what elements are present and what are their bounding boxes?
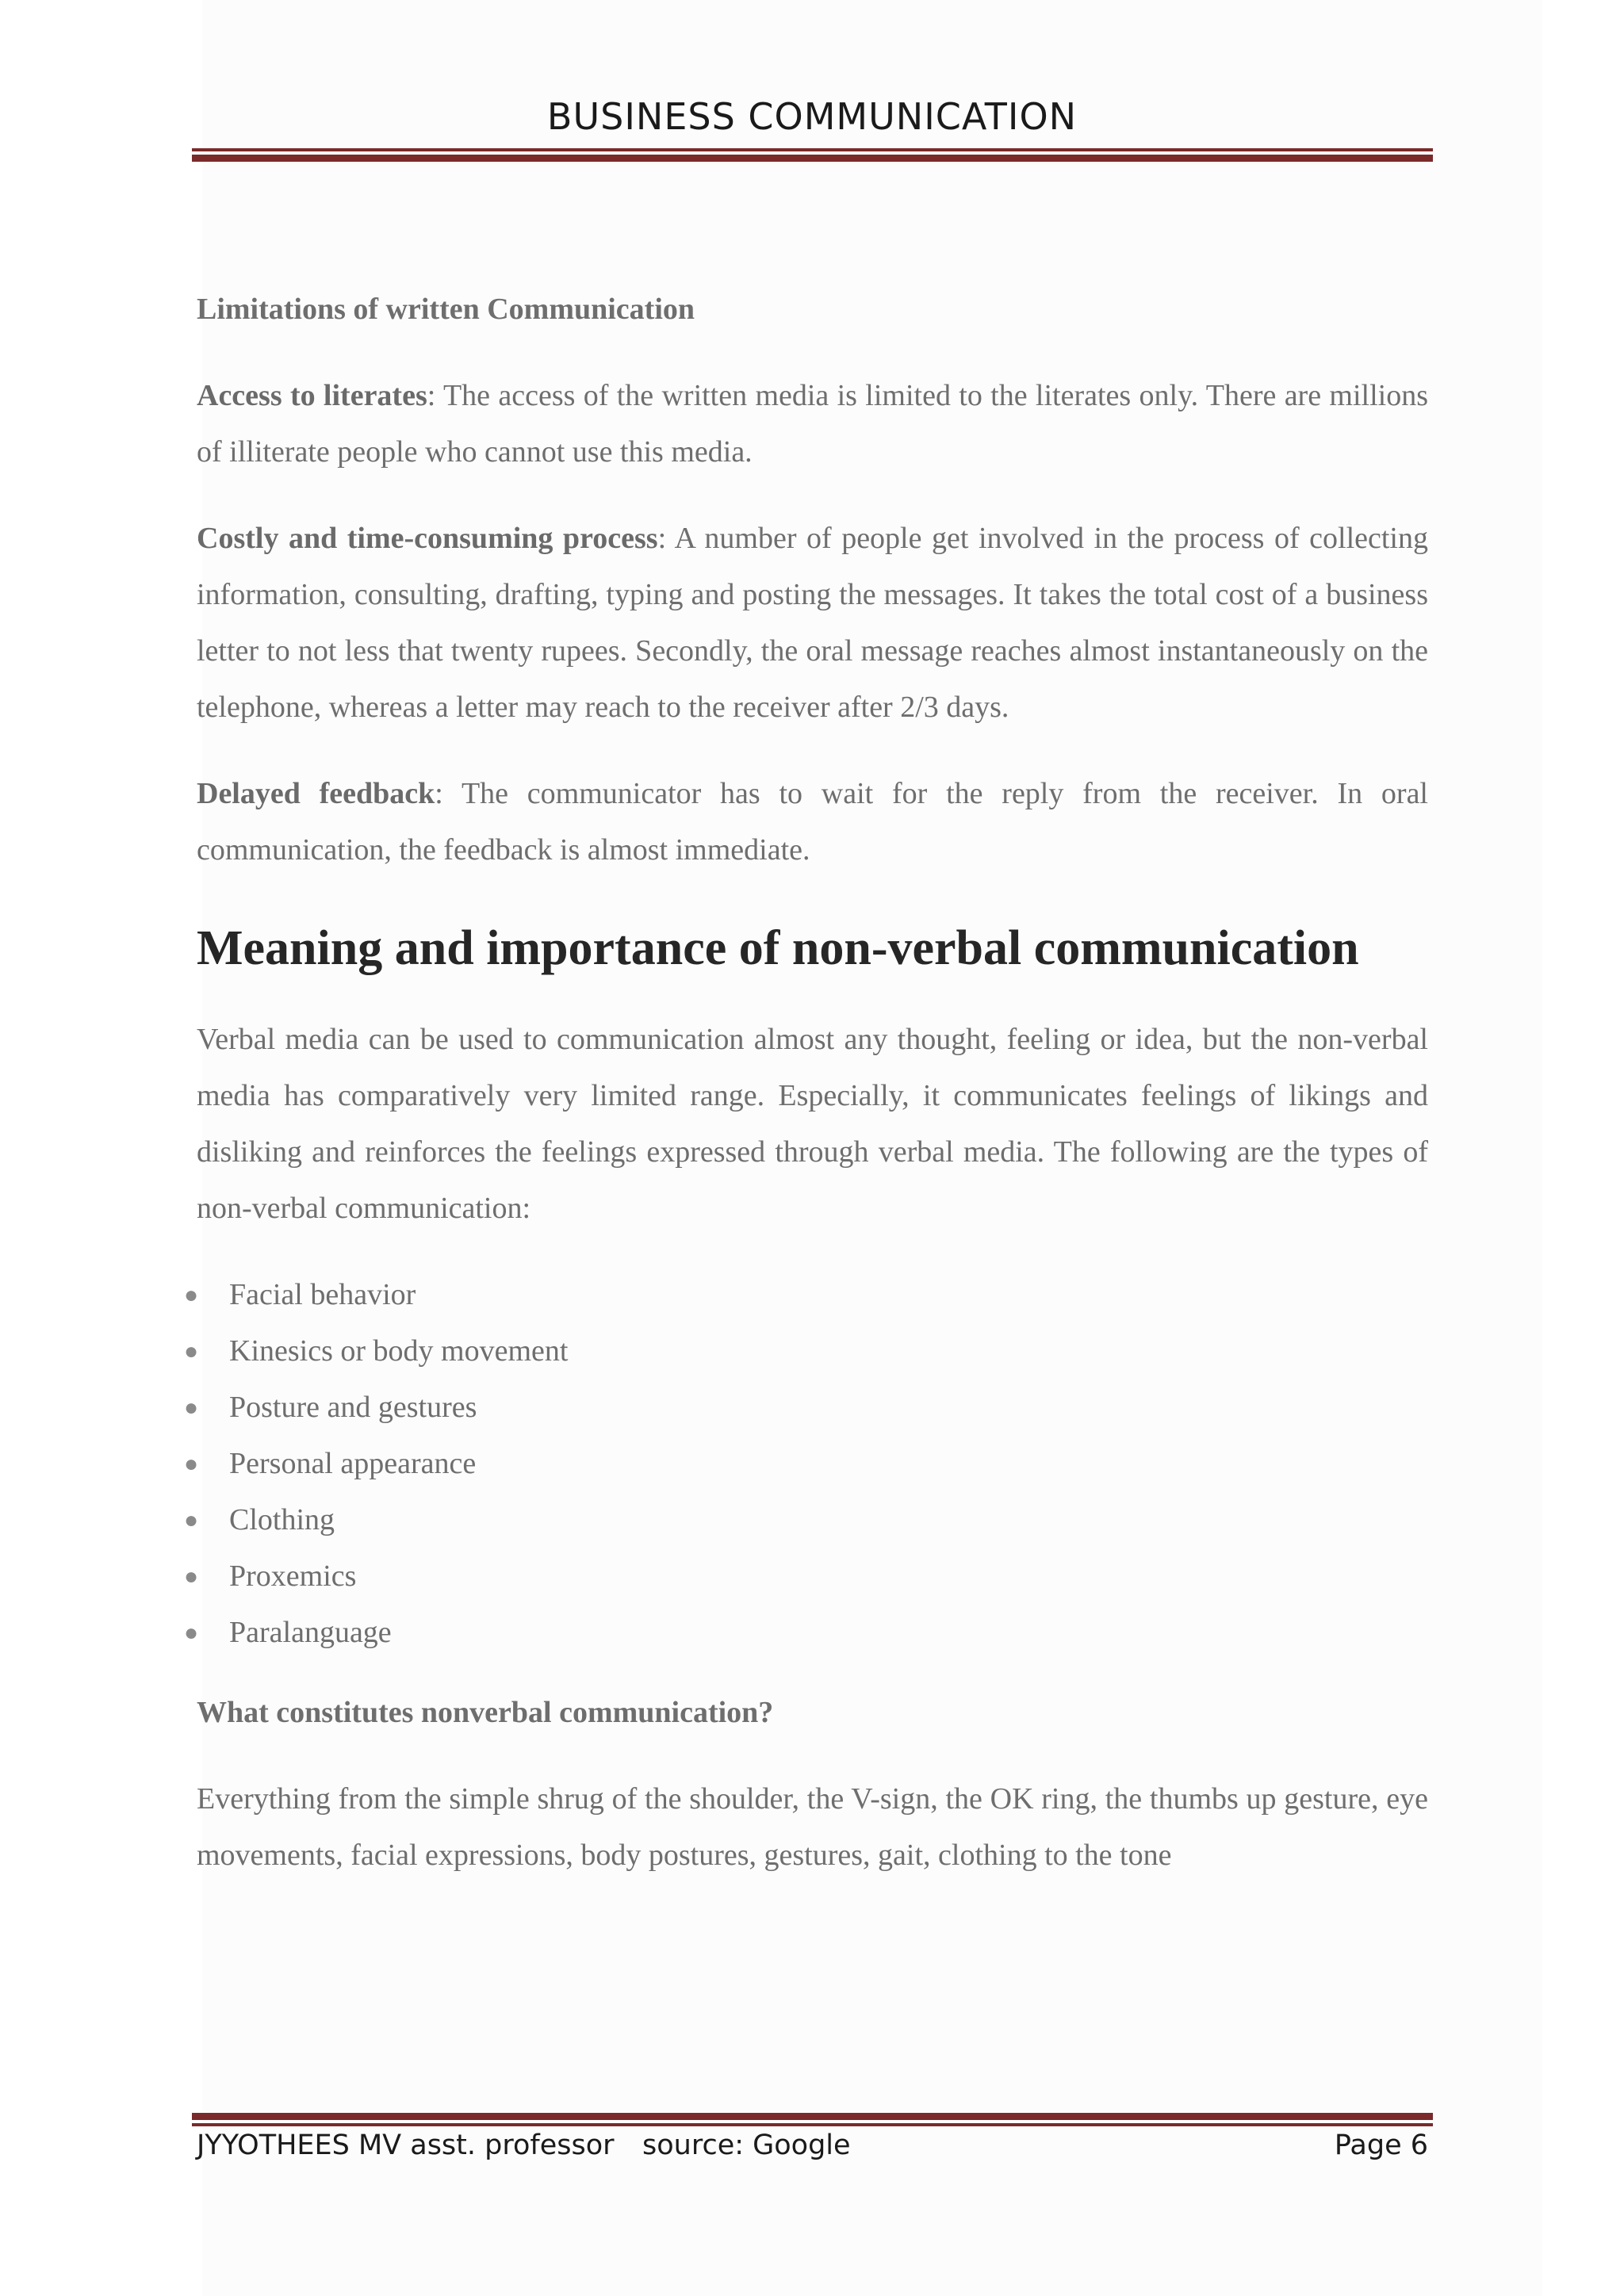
header-rule-thick bbox=[192, 155, 1433, 162]
list-item: ● Personal appearance bbox=[197, 1436, 1428, 1492]
nonverbal-intro: Verbal media can be used to communication almost any thought, feeling or idea, but the non-verbal media has comparatively very limited range. Especially, it communicates feelings of likings and disliking and reinforces the feelings expressed through verbal media. The following are the types of non-verbal communication: bbox=[197, 1023, 1428, 1225]
paragraph-costly bbox=[197, 511, 1428, 736]
bullet-icon: ● bbox=[184, 1338, 199, 1364]
term-costly: Costly and time-consuming process bbox=[197, 522, 658, 555]
header-title: BUSINESS COMMUNICATION bbox=[546, 95, 1078, 138]
footer-source: source: Google bbox=[642, 2130, 851, 2161]
bullet-icon: ● bbox=[184, 1563, 199, 1590]
text-costly: : A number of people get involved in the process of collecting information, consulting, drafting, typing and posting the messages. It takes the total cost of a business letter to not less that twenty rupees. Secondly, the oral message reaches almost instantaneously on the telephone, whereas a letter may reach to the receiver after 2/3 days. bbox=[197, 522, 1428, 724]
term-access: Access to literates bbox=[197, 379, 427, 412]
list-item: ● Proxemics bbox=[197, 1548, 1428, 1605]
nonverbal-heading: Meaning and importance of non-verbal communication bbox=[197, 921, 1359, 975]
bullet-icon: ● bbox=[184, 1507, 199, 1533]
bullet-icon: ● bbox=[184, 1395, 199, 1421]
text-access: : The access of the written media is limited to the literates only. There are millions of illiterate people who cannot use this media. bbox=[197, 379, 1428, 469]
limitations-heading: Limitations of written Communication bbox=[197, 293, 695, 326]
term-delayed: Delayed feedback bbox=[197, 777, 435, 810]
page-content bbox=[184, 281, 1428, 1914]
list-item: ● Posture and gestures bbox=[197, 1380, 1428, 1436]
text-delayed: : The communicator has to wait for the reply from the receiver. In oral communication, the feedback is almost immediate. bbox=[197, 777, 1428, 867]
list-item: ● Paralanguage bbox=[197, 1605, 1428, 1661]
list-item: ● Facial behavior bbox=[197, 1267, 1428, 1323]
footer-rule-thick bbox=[192, 2113, 1433, 2120]
header-rule-thin bbox=[192, 148, 1433, 151]
constitutes-heading: What constitutes nonverbal communication? bbox=[197, 1696, 774, 1729]
nonverbal-types-list bbox=[184, 1267, 1428, 1661]
list-item: ● Kinesics or body movement bbox=[197, 1323, 1428, 1380]
page-number: Page 6 bbox=[1334, 2130, 1428, 2161]
bullet-icon: ● bbox=[184, 1451, 199, 1477]
bullet-icon: ● bbox=[184, 1620, 199, 1646]
paragraph-delayed bbox=[197, 766, 1428, 878]
constitutes-text: Everything from the simple shrug of the shoulder, the V-sign, the OK ring, the thumbs up gesture, eye movements, facial expressions, body postures, gestures, gait, clothing to the tone bbox=[197, 1782, 1428, 1872]
paragraph-access bbox=[197, 368, 1428, 480]
bullet-icon: ● bbox=[184, 1282, 199, 1308]
list-item: ● Clothing bbox=[197, 1492, 1428, 1548]
footer-rule-thin bbox=[192, 2123, 1433, 2126]
footer-author: JYYOTHEES MV asst. professor bbox=[197, 2130, 615, 2161]
